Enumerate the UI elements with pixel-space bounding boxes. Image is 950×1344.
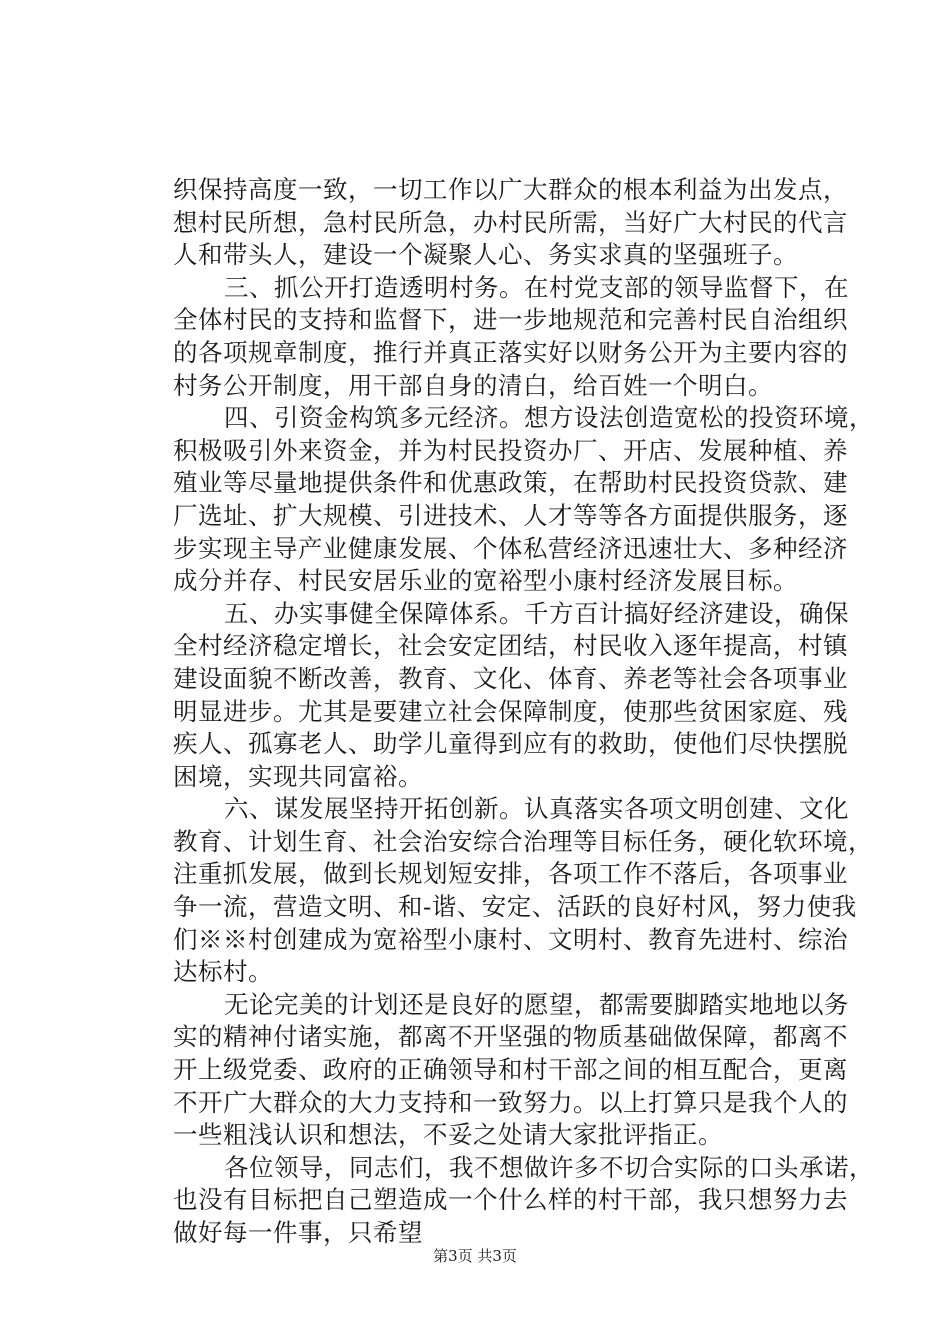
text-line: 织保持高度一致，一切工作以广大群众的根本利益为出发点，: [173, 175, 848, 204]
text-line: 困境，实现共同富裕。: [173, 761, 423, 791]
paragraph-first-line: 各位领导，同志们，我不想做许多不切合实际的口头承诺，: [224, 1152, 874, 1182]
text-line: 达标村。: [173, 957, 273, 987]
text-line: 实的精神付诸实施，都离不开坚强的物质基础做保障，都离不: [173, 1022, 848, 1052]
text-line: 村务公开制度，用干部自身的清白，给百姓一个明白。: [173, 370, 773, 400]
text-line: 想村民所想，急村民所急，办村民所需，当好广大村民的代言: [173, 207, 848, 237]
text-line: 争一流，营造文明、和-谐、安定、活跃的良好村风，努力使我: [173, 892, 857, 922]
paragraph-first-line: 六、谋发展坚持开拓创新。认真落实各项文明创建、文化: [224, 794, 849, 824]
text-line: 的各项规章制度，推行并真正落实好以财务公开为主要内容的: [173, 337, 848, 367]
text-line: 厂选址、扩大规模、引进技术、人才等等各方面提供服务，逐: [173, 500, 848, 530]
text-line: 步实现主导产业健康发展、个体私营经济迅速壮大、多种经济: [173, 533, 848, 563]
text-line: 教育、计划生育、社会治安综合治理等目标任务，硬化软环境，: [173, 826, 873, 856]
text-line: 注重抓发展，做到长规划短安排，各项工作不落后，各项事业: [173, 859, 848, 889]
text-line: 一些粗浅认识和想法，不妥之处请大家批评指正。: [173, 1120, 723, 1150]
paragraph-first-line: 三、抓公开打造透明村务。在村党支部的领导监督下，在: [224, 272, 849, 302]
text-line: 做好每一件事，只希望: [173, 1218, 423, 1247]
page-footer: 第3页 共3页: [433, 1247, 517, 1265]
text-line: 殖业等尽量地提供条件和优惠政策，在帮助村民投资贷款、建: [173, 468, 848, 498]
text-line: 成分并存、村民安居乐业的宽裕型小康村经济发展目标。: [173, 566, 798, 596]
text-line: 们※※村创建成为宽裕型小康村、文明村、教育先进村、综治: [173, 924, 848, 954]
text-line: 也没有目标把自己塑造成一个什么样的村干部，我只想努力去: [173, 1185, 848, 1215]
paragraph-first-line: 四、引资金构筑多元经济。想方设法创造宽松的投资环境，: [224, 403, 874, 433]
document-body: [173, 174, 874, 1250]
text-line: 建设面貌不断改善，教育、文化、体育、养老等社会各项事业: [173, 663, 848, 693]
text-line: 不开广大群众的大力支持和一致努力。以上打算只是我个人的: [173, 1087, 848, 1117]
paragraph-first-line: 五、办实事健全保障体系。千方百计搞好经济建设，确保: [224, 598, 849, 628]
text-line: 全村经济稳定增长，社会安定团结，村民收入逐年提高，村镇: [173, 631, 848, 661]
text-line: 开上级党委、政府的正确领导和村干部之间的相互配合，更离: [173, 1055, 848, 1085]
paragraph-first-line: 无论完美的计划还是良好的愿望，都需要脚踏实地地以务: [224, 989, 849, 1019]
text-line: 明显进步。尤其是要建立社会保障制度，使那些贫困家庭、残: [173, 696, 848, 726]
text-line: 积极吸引外来资金，并为村民投资办厂、开店、发展种植、养: [173, 435, 848, 465]
text-line: 人和带头人，建设一个凝聚人心、务实求真的坚强班子。: [173, 240, 798, 270]
text-line: 疾人、孤寡老人、助学儿童得到应有的救助，使他们尽快摆脱: [173, 729, 848, 759]
text-line: 全体村民的支持和监督下，进一步地规范和完善村民自治组织: [173, 305, 848, 335]
